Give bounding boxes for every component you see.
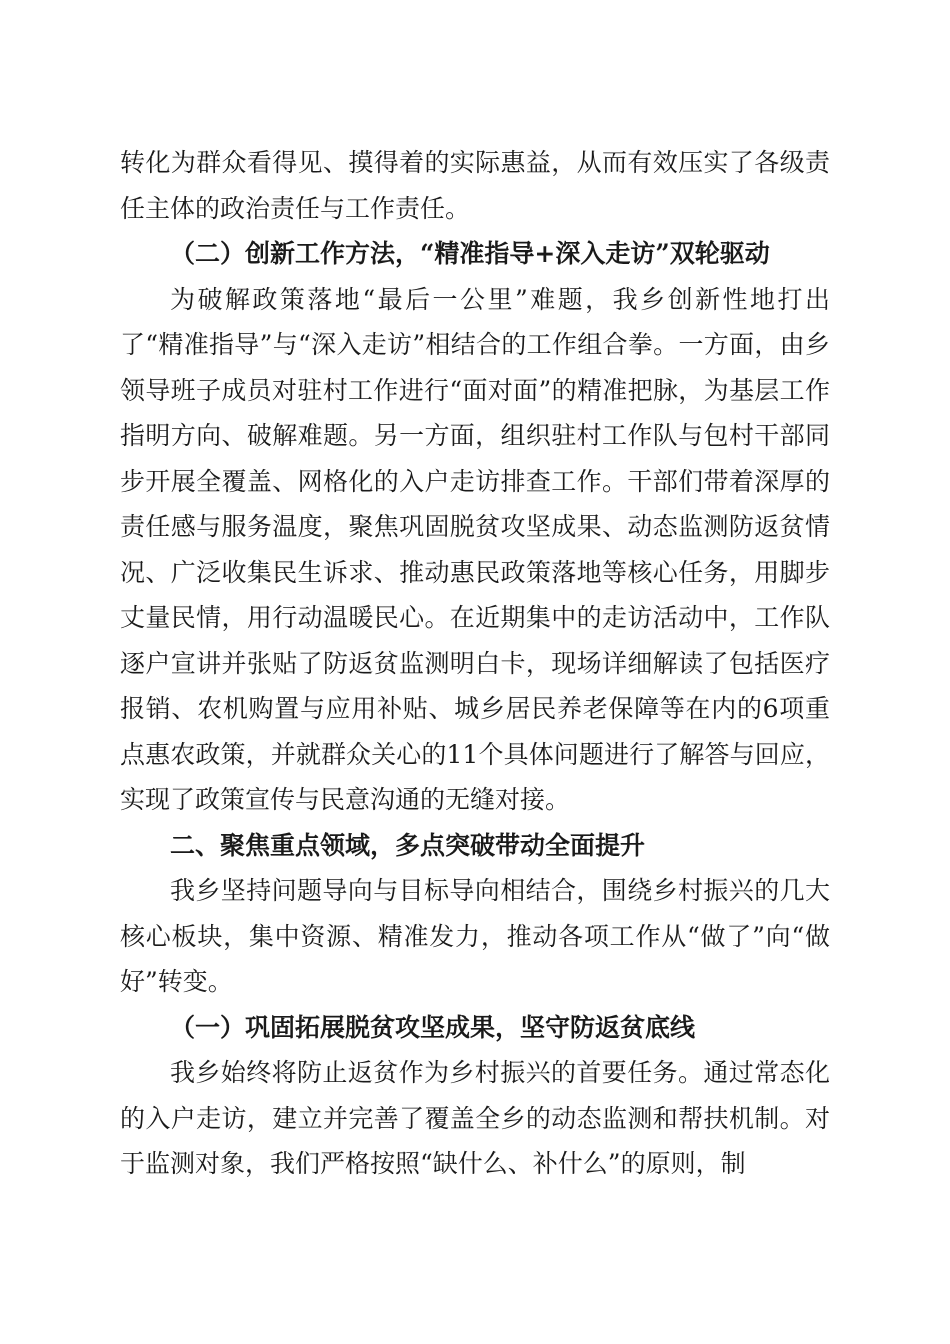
- paragraph-prevent-poverty: 我乡始终将防止返贫作为乡村振兴的首要任务。通过常态化的入户走访，建立并完善了覆盖全乡的动态监测和帮扶机制。对于监测对象，我们严格按照“缺什么、补什么”的原则，制: [120, 1058, 830, 1178]
- paragraph-continued: 转化为群众看得见、摸得着的实际惠益，从而有效压实了各级责任主体的政治责任与工作责任。: [120, 148, 830, 223]
- paragraph-work-method: 为破解政策落地“最后一公里”难题，我乡创新性地打出了“精准指导”与“深入走访”相结合的工作组合拳。一方面，由乡领导班子成员对驻村工作进行“面对面”的精准把脉，为基层工作指明方向、破解难题。另一方面，组织驻村工作队与包村干部同步开展全覆盖、网格化的入户走访排查工作。干部们带着深厚的责任感与服务温度，聚焦巩固脱贫攻坚成果、动态监测防返贫情况、广泛收集民生诉求、推动惠民政策落地等核心任务，用脚步丈量民情，用行动温暖民心。在近期集中的走访活动中，工作队逐户宣讲并张贴了防返贫监测明白卡，现场详细解读了包括医疗报销、农机购置与应用补贴、城乡居民养老保障等在内的6项重点惠农政策，并就群众关心的11个具体问题进行了解答与回应，实现了政策宣传与民意沟通的无缝对接。: [120, 284, 830, 814]
- subsection-heading-1: （一）巩固拓展脱贫攻坚成果，坚守防返贫底线: [170, 1012, 696, 1042]
- section-heading-2: 二、聚焦重点领域，多点突破带动全面提升: [170, 830, 646, 860]
- document-page: [120, 140, 830, 1187]
- subsection-heading-2: （二）创新工作方法，“精准指导+深入走访”双轮驱动: [170, 239, 770, 268]
- paragraph-key-areas: 我乡坚持问题导向与目标导向相结合，围绕乡村振兴的几大核心板块，集中资源、精准发力，推动各项工作从“做了”向“做好”转变。: [120, 876, 830, 996]
